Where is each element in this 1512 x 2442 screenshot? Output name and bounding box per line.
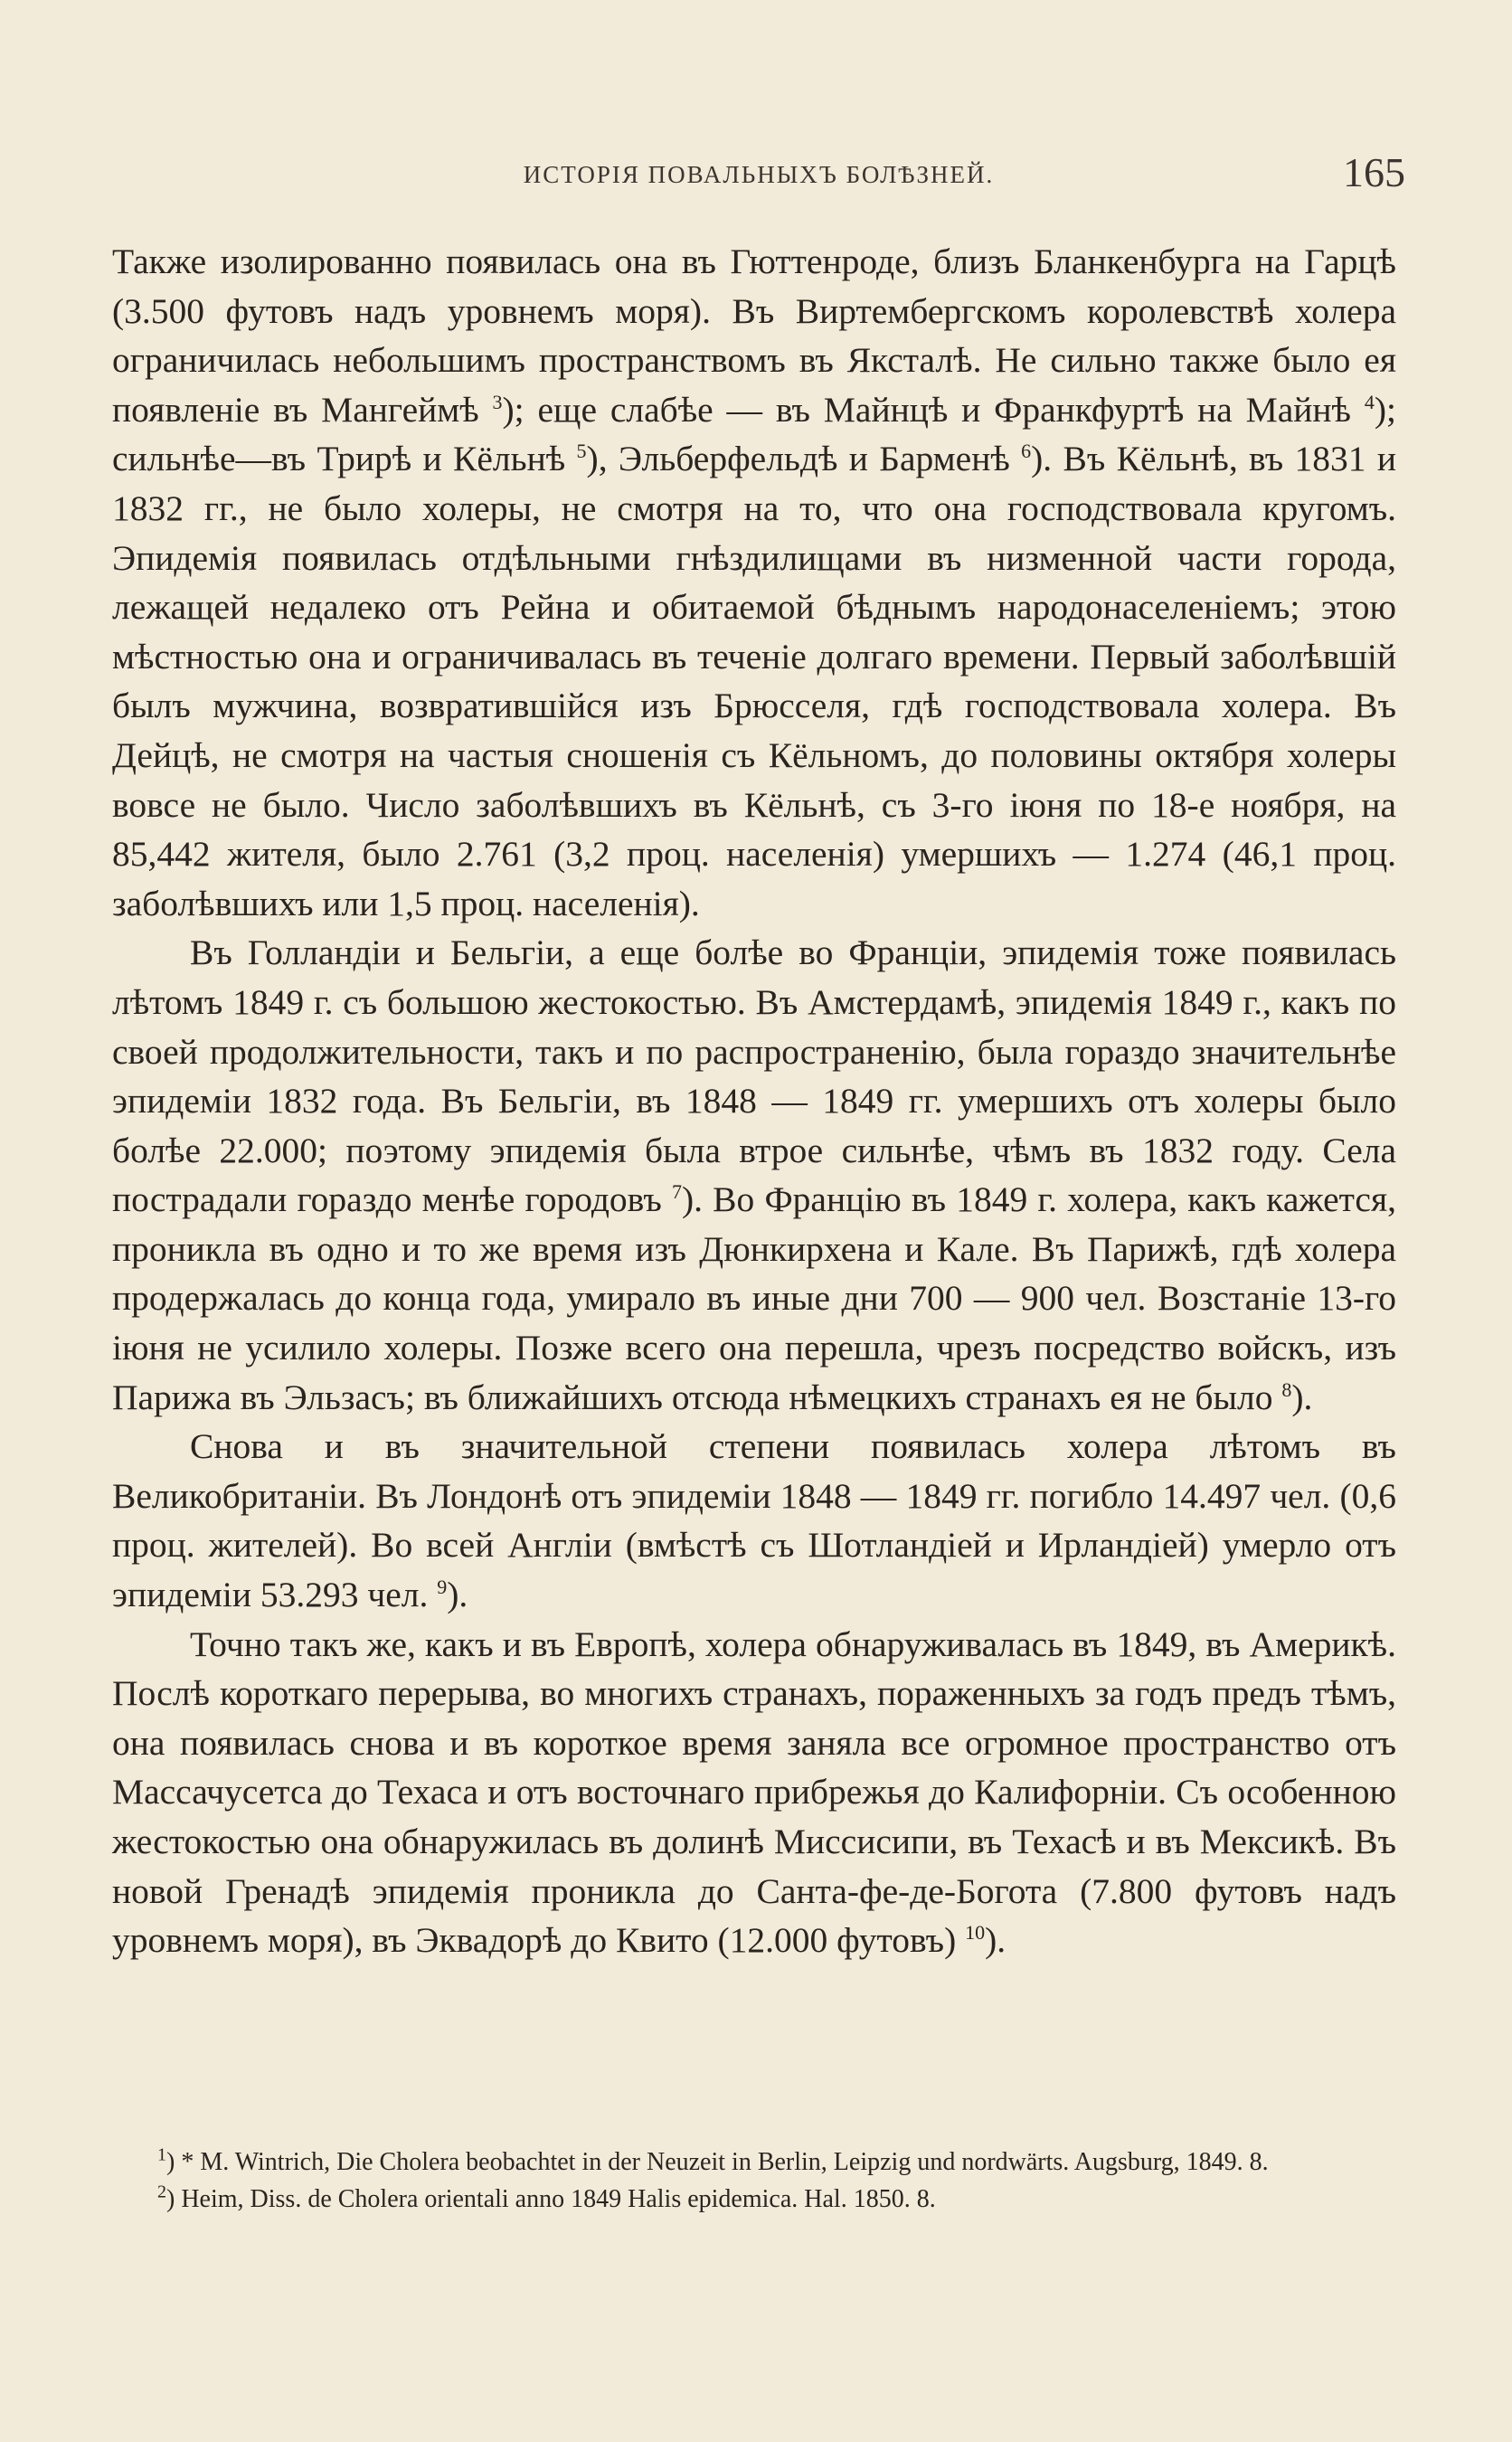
paragraph-text: Снова и въ значительной степени появилась холера лѣтомъ въ Великобританіи. Въ Лондонѣ отъ эпидеміи 1848 — 1849 гг. погибло 14.497 чел. (0,6 проц. жителей). Во всей Англіи (вмѣстѣ съ Шотландіей и Ирландіей) умерло отъ эпидеміи 53.293 чел. — [112, 1426, 1396, 1615]
footnote-ref: 7 — [671, 1180, 682, 1204]
paragraph-text: Точно такъ же, какъ и въ Европѣ, холера обнаруживалась въ 1849, въ Америкѣ. Послѣ короткаго перерыва, во многихъ странахъ, пораженныхъ за годъ предъ тѣмъ, она появилась снова и въ короткое время заняла все огромное пространство отъ Массачусетса до Техаса и отъ восточнаго прибрежья до Калифорніи. Съ особенною жестокостью она обнаружилась въ долинѣ Миссисипи, въ Техасѣ и въ Мексикѣ. Въ новой Гренадѣ эпидемія проникла до Санта-фе-де-Богота (7.800 футовъ надъ уровнемъ моря), въ Эквадорѣ до Квито (12.000 футовъ) — [112, 1623, 1396, 1961]
paragraph-holland-belgium-france — [112, 928, 1396, 1422]
footnote-ref: 9 — [437, 1575, 448, 1598]
footnote — [112, 2181, 1396, 2218]
footnote-ref: 6 — [1021, 440, 1032, 463]
paragraph-text: ). — [985, 1920, 1006, 1961]
footnotes — [112, 2144, 1396, 2218]
footnote-text: ) Heim, Diss. de Cholera orientali anno 1849 Halis epidemica. Hal. 1850. 8. — [166, 2185, 936, 2213]
footnote-text: ) * M. Wintrich, Die Cholera beobachtet in der Neuzeit in Berlin, Leipzig und nordwärts. Augsburg, 1849. 8. — [166, 2148, 1269, 2176]
footnote-marker: 1 — [157, 2144, 166, 2165]
running-title: ИСТОРІЯ ПОВАЛЬНЫХЪ БОЛѢЗНЕЙ. — [523, 161, 995, 188]
main-text — [112, 237, 1396, 1965]
paragraph-text: ). — [447, 1575, 468, 1615]
paragraph-america — [112, 1620, 1396, 1965]
paragraph-text: ). — [1291, 1377, 1313, 1417]
footnote-ref: 3 — [492, 390, 503, 413]
paragraph-germany — [112, 237, 1396, 928]
page-number: 165 — [1343, 149, 1405, 195]
footnote — [112, 2144, 1396, 2181]
paragraph-text: ); сильнѣе—въ Трирѣ и Кёльнѣ — [112, 389, 1396, 479]
paragraph-text: ). Во Францію въ 1849 г. холера, какъ кажется, проникла въ одно и то же время изъ Дюнкирхена и Кале. Въ Парижѣ, гдѣ холера продержалась до конца года, умирало въ иные дни 700 — 900 чел. Возстаніе 13-го іюня не усилило холеры. Позже всего она перешла, чрезъ посредство войскъ, изъ Парижа въ Эльзасъ; въ ближайшихъ отсюда нѣмецкихъ странахъ ея не было — [112, 1179, 1396, 1417]
footnote-ref: 10 — [965, 1921, 986, 1945]
running-head — [112, 149, 1405, 208]
footnote-marker: 2 — [157, 2182, 166, 2202]
paragraph-text: ), Эльберфельдѣ и Барменѣ — [586, 439, 1022, 479]
paragraph-great-britain — [112, 1422, 1396, 1619]
footnote-ref: 8 — [1281, 1377, 1292, 1401]
paragraph-text: ); еще слабѣе — въ Майнцѣ и Франкфуртѣ на Майнѣ — [502, 389, 1365, 430]
paragraph-text: Въ Голландіи и Бельгіи, а еще болѣе во Франціи, эпидемія тоже появилась лѣтомъ 1849 г. съ большою жестокостью. Въ Амстердамѣ, эпидемія 1849 г., какъ по своей продолжительности, такъ и по распространенію, была гораздо значительнѣе эпидеміи 1832 года. Въ Бельгіи, въ 1848 — 1849 гг. умершихъ отъ холеры было болѣе 22.000; поэтому эпидемія была втрое сильнѣе, чѣмъ въ 1832 году. Села пострадали гораздо менѣе городовъ — [112, 932, 1396, 1220]
footnote-ref: 5 — [576, 440, 587, 463]
footnote-ref: 4 — [1364, 390, 1375, 413]
paragraph-text: ). Въ Кёльнѣ, въ 1831 и 1832 гг., не было холеры, не смотря на то, что она господствовала кругомъ. Эпидемія появилась отдѣльными гнѣздилищами въ низменной части города, лежащей недалеко отъ Рейна и обитаемой бѣднымъ народонаселеніемъ; этою мѣстностью она и ограничивалась въ теченіе долгаго времени. Первый заболѣвшій былъ мужчина, возвратившійся изъ Брюсселя, гдѣ господствовала холера. Въ Дейцѣ, не смотря на частыя сношенія съ Кёльномъ, до половины октября холеры вовсе не было. Число заболѣвшихъ въ Кёльнѣ, съ 3-го іюня по 18-е ноября, на 85,442 жителя, было 2.761 (3,2 проц. населенія) умершихъ — 1.274 (46,1 проц. заболѣвшихъ или 1,5 проц. населенія). — [112, 439, 1396, 923]
paragraph-text: Также изолированно появилась она въ Гюттенроде, близъ Бланкенбурга на Гарцѣ (3.500 футовъ надъ уровнемъ моря). Въ Виртембергскомъ королевствѣ холера ограничилась небольшимъ пространствомъ въ Яксталѣ. Не сильно также было ея появленіе въ Мангеймѣ — [112, 241, 1396, 430]
